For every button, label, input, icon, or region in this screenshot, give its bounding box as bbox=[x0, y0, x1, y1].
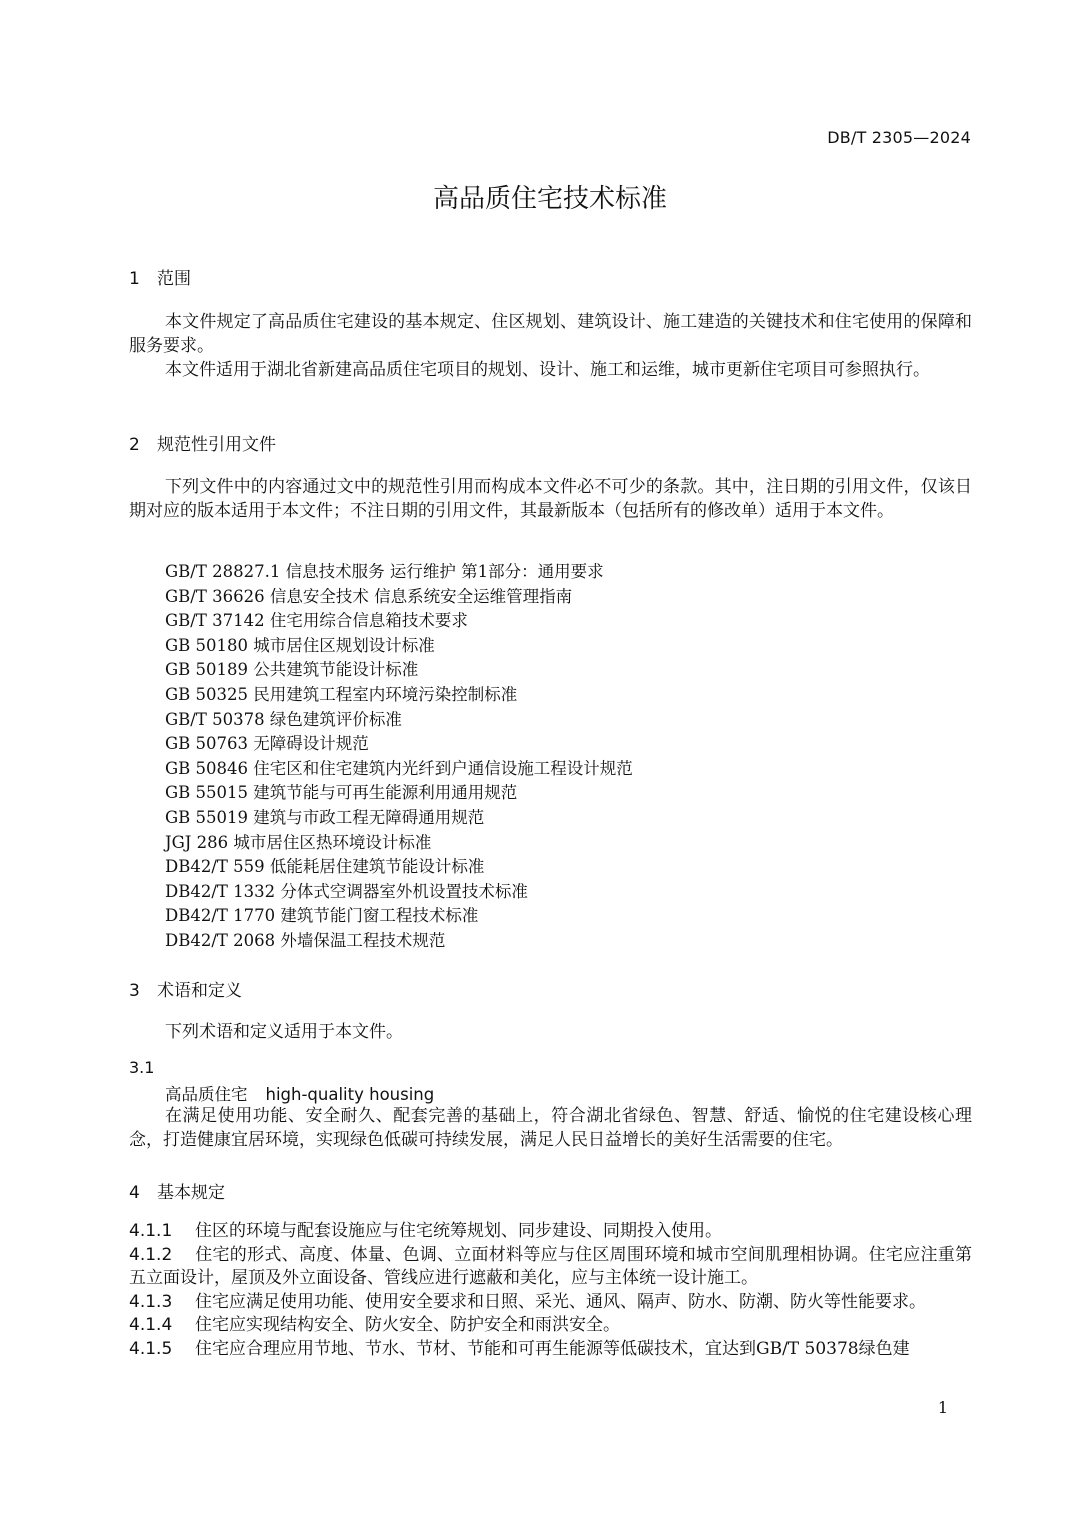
clause-number: 4.1.1 bbox=[129, 1221, 173, 1241]
clause-number: 4.1.5 bbox=[129, 1338, 173, 1359]
clause-item bbox=[129, 1338, 972, 1362]
clause-number: 4.1.4 bbox=[129, 1315, 173, 1336]
reference-item: GB 50325 民用建筑工程室内环境污染控制标准 bbox=[165, 684, 518, 704]
reference-item: GB/T 36626 信息安全技术 信息系统安全运维管理指南 bbox=[165, 586, 573, 606]
section-1-body bbox=[129, 310, 972, 382]
term-definition: 在满足使用功能、安全耐久、配套完善的基础上，符合湖北省绿色、智慧、舒适、愉悦的住宅建设核心理念，打造健康宜居环境，实现绿色低碳可持续发展，满足人民日益增长的美好生活需要的住宅。 bbox=[129, 1106, 972, 1150]
clause-item bbox=[129, 1220, 972, 1244]
clause-text: 住宅应合理应用节地、节水、节材、节能和可再生能源等低碳技术，宜达到GB/T 50378绿色建 bbox=[195, 1338, 910, 1359]
term-entry bbox=[165, 1081, 452, 1105]
clause-number: 4.1.2 bbox=[129, 1244, 173, 1265]
section-4-heading bbox=[129, 1178, 225, 1203]
reference-item: DB42/T 2068 外墙保温工程技术规范 bbox=[165, 930, 446, 950]
section-title: 规范性引用文件 bbox=[157, 435, 276, 455]
reference-item: GB/T 28827.1 信息技术服务 运行维护 第1部分：通用要求 bbox=[165, 562, 604, 581]
reference-item: GB 55015 建筑节能与可再生能源利用通用规范 bbox=[165, 783, 518, 803]
section-number: 3 bbox=[129, 981, 140, 1001]
reference-item: GB 50180 城市居住区规划设计标准 bbox=[165, 635, 435, 655]
term-definition-block bbox=[129, 1104, 972, 1152]
section-number: 2 bbox=[129, 435, 140, 455]
term-english: high-quality housing bbox=[265, 1085, 435, 1104]
reference-item: DB42/T 1770 建筑节能门窗工程技术标准 bbox=[165, 906, 479, 926]
clause-text: 住宅的形式、高度、体量、色调、立面材料等应与住区周围环境和城市空间肌理相协调。住宅应注重第五立面设计，屋顶及外立面设备、管线应进行遮蔽和美化，应与主体统一设计施工。 bbox=[129, 1244, 972, 1289]
term-number: 3.1 bbox=[129, 1058, 155, 1077]
reference-item: GB 50763 无障碍设计规范 bbox=[165, 734, 369, 754]
section-1-heading bbox=[129, 264, 191, 289]
section-title: 基本规定 bbox=[157, 1183, 225, 1203]
section-title: 范围 bbox=[157, 269, 191, 289]
clause-number: 4.1.3 bbox=[129, 1291, 173, 1312]
clause-text: 住宅应实现结构安全、防火安全、防护安全和雨洪安全。 bbox=[195, 1315, 620, 1336]
paragraph: 本文件适用于湖北省新建高品质住宅项目的规划、设计、施工和运维，城市更新住宅项目可参照执行。 bbox=[165, 360, 930, 380]
reference-list bbox=[165, 560, 633, 954]
section-2-body bbox=[129, 475, 972, 523]
section-4-clauses bbox=[129, 1220, 972, 1362]
paragraph: 下列文件中的内容通过文中的规范性引用而构成本文件必不可少的条款。其中，注日期的引用文件，仅该日期对应的版本适用于本文件；不注日期的引用文件，其最新版本（包括所有的修改单）适用于本文件。 bbox=[129, 477, 972, 521]
section-number: 1 bbox=[129, 269, 140, 289]
reference-item: GB 50846 住宅区和住宅建筑内光纤到户通信设施工程设计规范 bbox=[165, 758, 633, 778]
clause-item bbox=[129, 1314, 972, 1338]
paragraph: 本文件规定了高品质住宅建设的基本规定、住区规划、建筑设计、施工建造的关键技术和住宅使用的保障和服务要求。 bbox=[129, 312, 972, 356]
clause-item bbox=[129, 1291, 972, 1315]
reference-item: JGJ 286 城市居住区热环境设计标准 bbox=[165, 832, 432, 852]
document-title: 高品质住宅技术标准 bbox=[432, 184, 667, 214]
section-title: 术语和定义 bbox=[157, 981, 242, 1001]
section-3-heading bbox=[129, 976, 242, 1001]
reference-item: GB/T 50378 绿色建筑评价标准 bbox=[165, 709, 402, 729]
clause-text: 住宅应满足使用功能、使用安全要求和日照、采光、通风、隔声、防水、防潮、防火等性能要求。 bbox=[195, 1291, 926, 1312]
reference-item: DB42/T 559 低能耗居住建筑节能设计标准 bbox=[165, 857, 485, 877]
reference-item: GB 55019 建筑与市政工程无障碍通用规范 bbox=[165, 807, 485, 827]
standard-number: DB/T 2305—2024 bbox=[827, 128, 971, 147]
term-chinese: 高品质住宅 bbox=[165, 1085, 248, 1104]
paragraph: 下列术语和定义适用于本文件。 bbox=[165, 1022, 403, 1042]
section-3-intro bbox=[129, 1020, 972, 1044]
clause-text: 住区的环境与配套设施应与住宅统筹规划、同步建设、同期投入使用。 bbox=[195, 1221, 722, 1241]
clause-item bbox=[129, 1244, 972, 1291]
section-2-heading bbox=[129, 430, 276, 455]
page-number: 1 bbox=[937, 1398, 948, 1417]
reference-item: DB42/T 1332 分体式空调器室外机设置技术标准 bbox=[165, 881, 528, 901]
reference-item: GB/T 37142 住宅用综合信息箱技术要求 bbox=[165, 611, 468, 631]
reference-item: GB 50189 公共建筑节能设计标准 bbox=[165, 660, 419, 680]
section-number: 4 bbox=[129, 1183, 140, 1203]
